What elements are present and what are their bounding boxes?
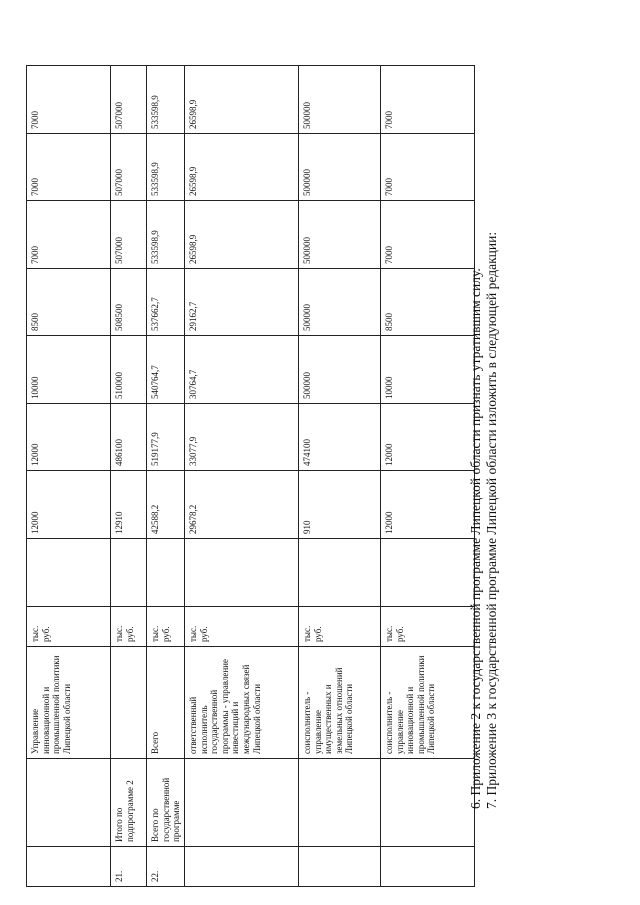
value-cell: 500000 [299, 336, 381, 404]
value-cell: 7000 [27, 201, 111, 269]
note-item: 7. Приложение 3 к государственной программе Липецкой области изложить в следующей редакции: [483, 231, 499, 809]
value-cell: 29162,7 [185, 269, 299, 336]
value-cell: 474100 [299, 404, 381, 471]
executor-cell: Всего [147, 647, 185, 759]
row-name-cell [27, 759, 111, 847]
value-cell: 533598,9 [147, 134, 185, 201]
budget-table [26, 65, 475, 887]
value-cell: 533598,9 [147, 66, 185, 134]
row-number-cell [299, 847, 381, 887]
value-cell: 7000 [381, 134, 475, 201]
value-cell: 10000 [381, 336, 475, 404]
row-number-cell [27, 847, 111, 887]
unit-cell: тыс. руб. [299, 607, 381, 647]
value-cell: 7000 [27, 134, 111, 201]
value-cell: 42588,2 [147, 471, 185, 539]
value-cell: 30764,7 [185, 336, 299, 404]
unit-cell: тыс. руб. [111, 607, 147, 647]
value-cell: 26598,9 [185, 201, 299, 269]
row-name-cell [381, 759, 475, 847]
note-item: 6. Приложение 2 к государственной программе Липецкой области признать утратившим силу. [468, 268, 483, 809]
row-number-cell: 22. [147, 847, 185, 887]
executor-cell: Управление инновационной и промышленной политики Липецкой области [27, 647, 111, 759]
value-cell: 910 [299, 471, 381, 539]
value-cell [299, 539, 381, 607]
value-cell: 507000 [111, 134, 147, 201]
row-name-cell [185, 759, 299, 847]
value-cell [27, 539, 111, 607]
executor-cell: ответственный исполнитель государственной программы - управление инвестиций и международных связей Липецкой области [185, 647, 299, 759]
table-row [185, 66, 299, 887]
value-cell: 533598,9 [147, 201, 185, 269]
unit-cell: тыс. руб. [185, 607, 299, 647]
value-cell: 12000 [27, 404, 111, 471]
value-cell: 8500 [381, 269, 475, 336]
unit-cell: тыс. руб. [381, 607, 475, 647]
executor-cell [111, 647, 147, 759]
value-cell: 33077,9 [185, 404, 299, 471]
unit-cell: тыс. руб. [147, 607, 185, 647]
value-cell: 12000 [27, 471, 111, 539]
value-cell: 507000 [111, 66, 147, 134]
table-row [299, 66, 381, 887]
row-name-cell [299, 759, 381, 847]
value-cell: 510000 [111, 336, 147, 404]
value-cell: 500000 [299, 201, 381, 269]
value-cell: 12910 [111, 471, 147, 539]
value-cell: 26598,9 [185, 134, 299, 201]
row-name-cell: Итого по подпрограмме 2 [111, 759, 147, 847]
table-row [27, 66, 111, 887]
value-cell: 10000 [27, 336, 111, 404]
value-cell: 7000 [381, 66, 475, 134]
table-row [147, 66, 185, 887]
value-cell [381, 539, 475, 607]
value-cell: 500000 [299, 269, 381, 336]
value-cell: 500000 [299, 66, 381, 134]
value-cell: 500000 [299, 134, 381, 201]
value-cell [111, 539, 147, 607]
value-cell [147, 539, 185, 607]
value-cell: 7000 [27, 66, 111, 134]
unit-cell: тыс. руб. [27, 607, 111, 647]
value-cell: 12000 [381, 471, 475, 539]
value-cell: 486100 [111, 404, 147, 471]
value-cell: 12000 [381, 404, 475, 471]
value-cell: 508500 [111, 269, 147, 336]
notes [468, 232, 499, 809]
table-row [381, 66, 475, 887]
value-cell [185, 539, 299, 607]
executor-cell: соисполнитель - управление инновационной и промышленной политики Липецкой области [381, 647, 475, 759]
value-cell: 540764,7 [147, 336, 185, 404]
row-number-cell [381, 847, 475, 887]
row-name-cell: Всего по государственной программе [147, 759, 185, 847]
value-cell: 519177,9 [147, 404, 185, 471]
value-cell: 26598,9 [185, 66, 299, 134]
value-cell: 537662,7 [147, 269, 185, 336]
value-cell: 7000 [381, 201, 475, 269]
row-number-cell: 21. [111, 847, 147, 887]
table-row [111, 66, 147, 887]
executor-cell: соисполнитель - управление имущественных и земельных отношений Липецкой области [299, 647, 381, 759]
value-cell: 507000 [111, 201, 147, 269]
value-cell: 8500 [27, 269, 111, 336]
value-cell: 29678,2 [185, 471, 299, 539]
table-body [27, 66, 475, 887]
row-number-cell [185, 847, 299, 887]
